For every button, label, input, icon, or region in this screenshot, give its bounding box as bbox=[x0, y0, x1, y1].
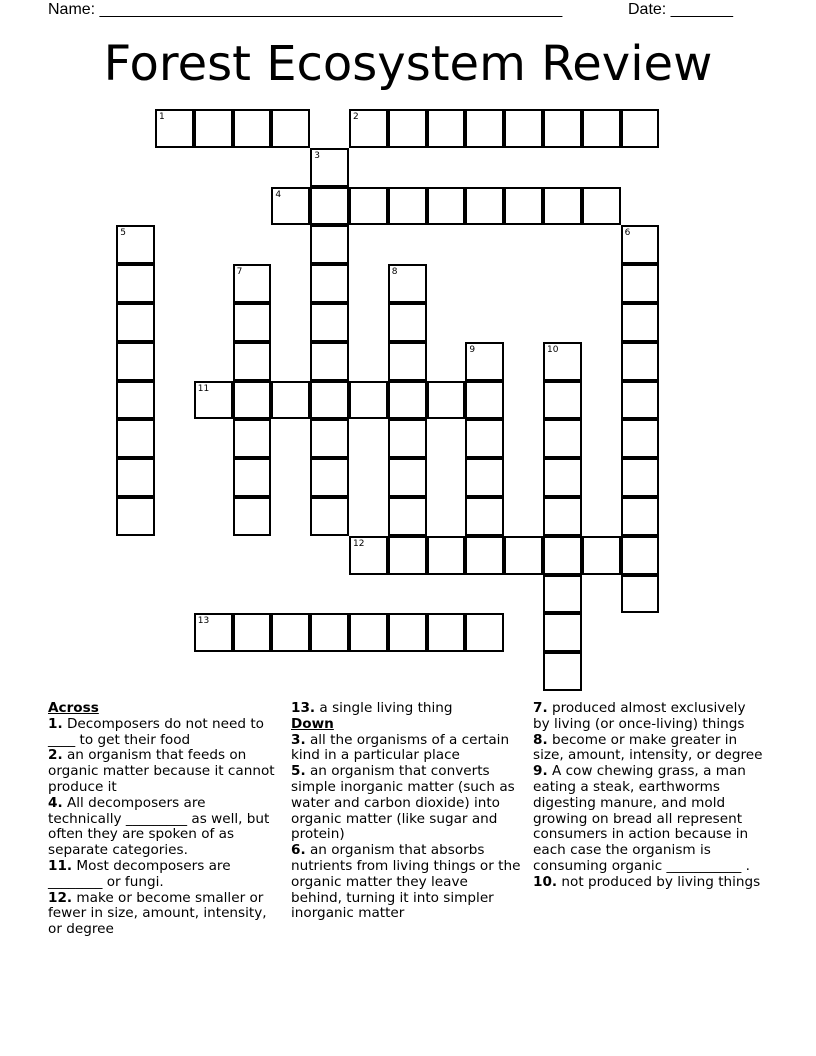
grid-cell[interactable] bbox=[271, 613, 310, 652]
name-label: Name: bbox=[48, 1, 96, 18]
grid-cell[interactable] bbox=[233, 109, 272, 148]
grid-cell[interactable] bbox=[621, 303, 660, 342]
clue-number: 9. bbox=[533, 763, 548, 780]
clue-down-6 bbox=[291, 843, 523, 922]
grid-cell[interactable] bbox=[388, 381, 427, 420]
grid-cell[interactable] bbox=[465, 497, 504, 536]
grid-cell[interactable] bbox=[621, 109, 660, 148]
down-heading: Down bbox=[291, 715, 334, 732]
clue-text: A cow chewing grass, a man eating a steak, earthworms digesting manure, and mold growing on bread all represent consumers in action because in each case the organism is consuming organic ___________ . bbox=[533, 763, 750, 874]
grid-cell[interactable] bbox=[543, 419, 582, 458]
grid-cell[interactable] bbox=[155, 109, 194, 148]
clue-text: produced almost exclusively by living (or once-living) things bbox=[533, 700, 746, 732]
grid-cell[interactable] bbox=[621, 419, 660, 458]
clue-text: become or make greater in size, amount, intensity, or degree bbox=[533, 731, 763, 764]
clue-number: 1. bbox=[48, 715, 63, 732]
across-heading: Across bbox=[48, 700, 99, 716]
grid-cell[interactable] bbox=[233, 497, 272, 536]
grid-cell[interactable] bbox=[504, 109, 543, 148]
clue-across-2 bbox=[48, 748, 280, 795]
grid-cell[interactable] bbox=[388, 497, 427, 536]
grid-cell[interactable] bbox=[310, 148, 349, 187]
grid-cell[interactable] bbox=[543, 652, 582, 691]
grid-cell[interactable] bbox=[427, 536, 466, 575]
grid-cell[interactable] bbox=[388, 342, 427, 381]
page-title: Forest Ecosystem Review bbox=[103, 36, 713, 92]
grid-cell[interactable] bbox=[233, 381, 272, 420]
grid-cell[interactable] bbox=[621, 536, 660, 575]
clue-across-11 bbox=[48, 859, 280, 891]
name-field[interactable]: ____________________________________________________ bbox=[99, 1, 563, 18]
date-label: Date: bbox=[628, 1, 667, 18]
grid-cell[interactable] bbox=[271, 109, 310, 148]
grid-cell[interactable] bbox=[543, 381, 582, 420]
clue-text: an organism that absorbs nutrients from living things or the organic matter they leave behind, turning it into simpler inorganic matter bbox=[291, 842, 521, 922]
clue-number: 3. bbox=[291, 731, 306, 748]
cell-number: 2 bbox=[353, 112, 359, 122]
grid-cell[interactable] bbox=[388, 419, 427, 458]
grid-cell[interactable] bbox=[504, 187, 543, 226]
clues-column-2 bbox=[291, 701, 523, 922]
grid-cell[interactable] bbox=[543, 342, 582, 381]
grid-cell[interactable] bbox=[310, 497, 349, 536]
clue-down-3 bbox=[291, 733, 523, 765]
grid-cell[interactable] bbox=[621, 497, 660, 536]
grid-cell[interactable] bbox=[116, 419, 155, 458]
grid-cell[interactable] bbox=[388, 109, 427, 148]
grid-cell[interactable] bbox=[388, 458, 427, 497]
grid-cell[interactable] bbox=[543, 109, 582, 148]
clue-across-4 bbox=[48, 796, 280, 859]
cell-number: 6 bbox=[624, 228, 631, 239]
cell-number: 9 bbox=[469, 344, 476, 355]
clue-down-5 bbox=[291, 764, 523, 843]
grid-cell[interactable] bbox=[543, 575, 582, 614]
clue-number: 13. bbox=[291, 700, 316, 716]
grid-cell[interactable] bbox=[543, 536, 582, 575]
grid-cell[interactable] bbox=[388, 303, 427, 342]
grid-cell[interactable] bbox=[621, 381, 660, 420]
grid-cell[interactable] bbox=[233, 303, 272, 342]
clue-text: not produced by living things bbox=[557, 873, 761, 890]
grid-cell[interactable] bbox=[310, 187, 349, 226]
grid-cell[interactable] bbox=[621, 342, 660, 381]
grid-cell[interactable] bbox=[349, 109, 388, 148]
cell-number: 11 bbox=[197, 383, 210, 394]
grid-cell[interactable] bbox=[116, 303, 155, 342]
clue-number: 6. bbox=[291, 842, 306, 859]
grid-cell[interactable] bbox=[194, 109, 233, 148]
grid-cell[interactable] bbox=[310, 264, 349, 303]
clues-column-3 bbox=[533, 701, 765, 891]
grid-cell[interactable] bbox=[543, 458, 582, 497]
grid-cell[interactable] bbox=[465, 419, 504, 458]
clue-down-9 bbox=[533, 764, 765, 875]
grid-cell[interactable] bbox=[621, 575, 660, 614]
grid-cell[interactable] bbox=[465, 613, 504, 652]
grid-cell[interactable] bbox=[465, 187, 504, 226]
grid-cell[interactable] bbox=[310, 419, 349, 458]
cell-number: 7 bbox=[236, 267, 243, 278]
grid-cell[interactable] bbox=[388, 187, 427, 226]
clue-down-8 bbox=[533, 733, 765, 765]
clue-number: 12. bbox=[48, 889, 73, 906]
grid-cell[interactable] bbox=[582, 536, 621, 575]
grid-cell[interactable] bbox=[582, 187, 621, 226]
grid-cell[interactable] bbox=[349, 613, 388, 652]
clue-number: 5. bbox=[291, 763, 306, 780]
clue-number: 8. bbox=[533, 731, 548, 748]
grid-cell[interactable] bbox=[427, 613, 466, 652]
grid-cell[interactable] bbox=[233, 613, 272, 652]
grid-cell[interactable] bbox=[504, 536, 543, 575]
grid-cell[interactable] bbox=[582, 109, 621, 148]
grid-cell[interactable] bbox=[465, 342, 504, 381]
grid-cell[interactable] bbox=[310, 303, 349, 342]
clue-text: Most decomposers are ________ or fungi. bbox=[48, 857, 231, 890]
clue-number: 10. bbox=[533, 873, 558, 890]
grid-cell[interactable] bbox=[349, 187, 388, 226]
grid-cell[interactable] bbox=[116, 264, 155, 303]
grid-cell[interactable] bbox=[271, 381, 310, 420]
grid-cell[interactable] bbox=[233, 264, 272, 303]
grid-cell[interactable] bbox=[465, 381, 504, 420]
cell-number: 8 bbox=[391, 267, 398, 278]
grid-cell[interactable] bbox=[116, 381, 155, 420]
grid-cell[interactable] bbox=[427, 187, 466, 226]
grid-cell[interactable] bbox=[388, 613, 427, 652]
clue-text: an organism that converts simple inorganic matter (such as water and carbon dioxide) into organic matter (like sugar and protein) bbox=[291, 763, 515, 843]
grid-cell[interactable] bbox=[116, 342, 155, 381]
clue-number: 4. bbox=[48, 794, 63, 811]
grid-cell[interactable] bbox=[543, 613, 582, 652]
cell-number: 1 bbox=[159, 112, 165, 122]
clue-text: a single living thing bbox=[315, 700, 453, 716]
clues-column-1 bbox=[48, 701, 280, 938]
grid-cell[interactable] bbox=[621, 225, 660, 264]
grid-cell[interactable] bbox=[310, 381, 349, 420]
grid-cell[interactable] bbox=[310, 225, 349, 264]
grid-cell[interactable] bbox=[116, 458, 155, 497]
cell-number: 10 bbox=[547, 344, 559, 355]
grid-cell[interactable] bbox=[388, 264, 427, 303]
clue-down-7 bbox=[533, 701, 765, 733]
grid-cell[interactable] bbox=[271, 187, 310, 226]
grid-cell[interactable] bbox=[543, 187, 582, 226]
grid-cell[interactable] bbox=[194, 613, 233, 652]
grid-cell[interactable] bbox=[233, 458, 272, 497]
grid-cell[interactable] bbox=[310, 342, 349, 381]
clue-text: Decomposers do not need to ____ to get their food bbox=[48, 715, 264, 748]
cell-number: 13 bbox=[197, 616, 210, 627]
clue-down-10 bbox=[533, 875, 765, 891]
clue-number: 7. bbox=[533, 700, 548, 716]
clue-across-13 bbox=[291, 701, 523, 717]
clue-across-12 bbox=[48, 891, 280, 938]
grid-cell[interactable] bbox=[465, 109, 504, 148]
grid-cell[interactable] bbox=[310, 458, 349, 497]
grid-cell[interactable] bbox=[427, 109, 466, 148]
clue-text: all the organisms of a certain kind in a particular place bbox=[291, 731, 510, 764]
clue-text: an organism that feeds on organic matter because it cannot produce it bbox=[48, 747, 275, 795]
grid-cell[interactable] bbox=[388, 536, 427, 575]
cell-number: 3 bbox=[314, 150, 320, 161]
grid-cell[interactable] bbox=[349, 536, 388, 575]
grid-cell[interactable] bbox=[233, 342, 272, 381]
grid-cell[interactable] bbox=[194, 381, 233, 420]
date-field[interactable]: _______ bbox=[670, 1, 733, 18]
grid-cell[interactable] bbox=[621, 264, 660, 303]
grid-cell[interactable] bbox=[543, 497, 582, 536]
grid-cell[interactable] bbox=[310, 613, 349, 652]
grid-cell[interactable] bbox=[116, 225, 155, 264]
grid-cell[interactable] bbox=[116, 497, 155, 536]
cell-number: 12 bbox=[353, 538, 365, 549]
clue-number: 11. bbox=[48, 857, 73, 874]
grid-cell[interactable] bbox=[349, 381, 388, 420]
grid-cell[interactable] bbox=[621, 458, 660, 497]
grid-cell[interactable] bbox=[465, 458, 504, 497]
clue-text: All decomposers are technically _________ as well, but often they are spoken of as separate categories. bbox=[48, 794, 270, 859]
grid-cell[interactable] bbox=[427, 381, 466, 420]
cell-number: 4 bbox=[275, 189, 282, 200]
clue-across-1 bbox=[48, 717, 280, 749]
grid-cell[interactable] bbox=[465, 536, 504, 575]
cell-number: 5 bbox=[120, 228, 126, 239]
clue-number: 2. bbox=[48, 747, 63, 764]
grid-cell[interactable] bbox=[233, 419, 272, 458]
clue-text: make or become smaller or fewer in size, amount, intensity, or degree bbox=[48, 889, 267, 938]
